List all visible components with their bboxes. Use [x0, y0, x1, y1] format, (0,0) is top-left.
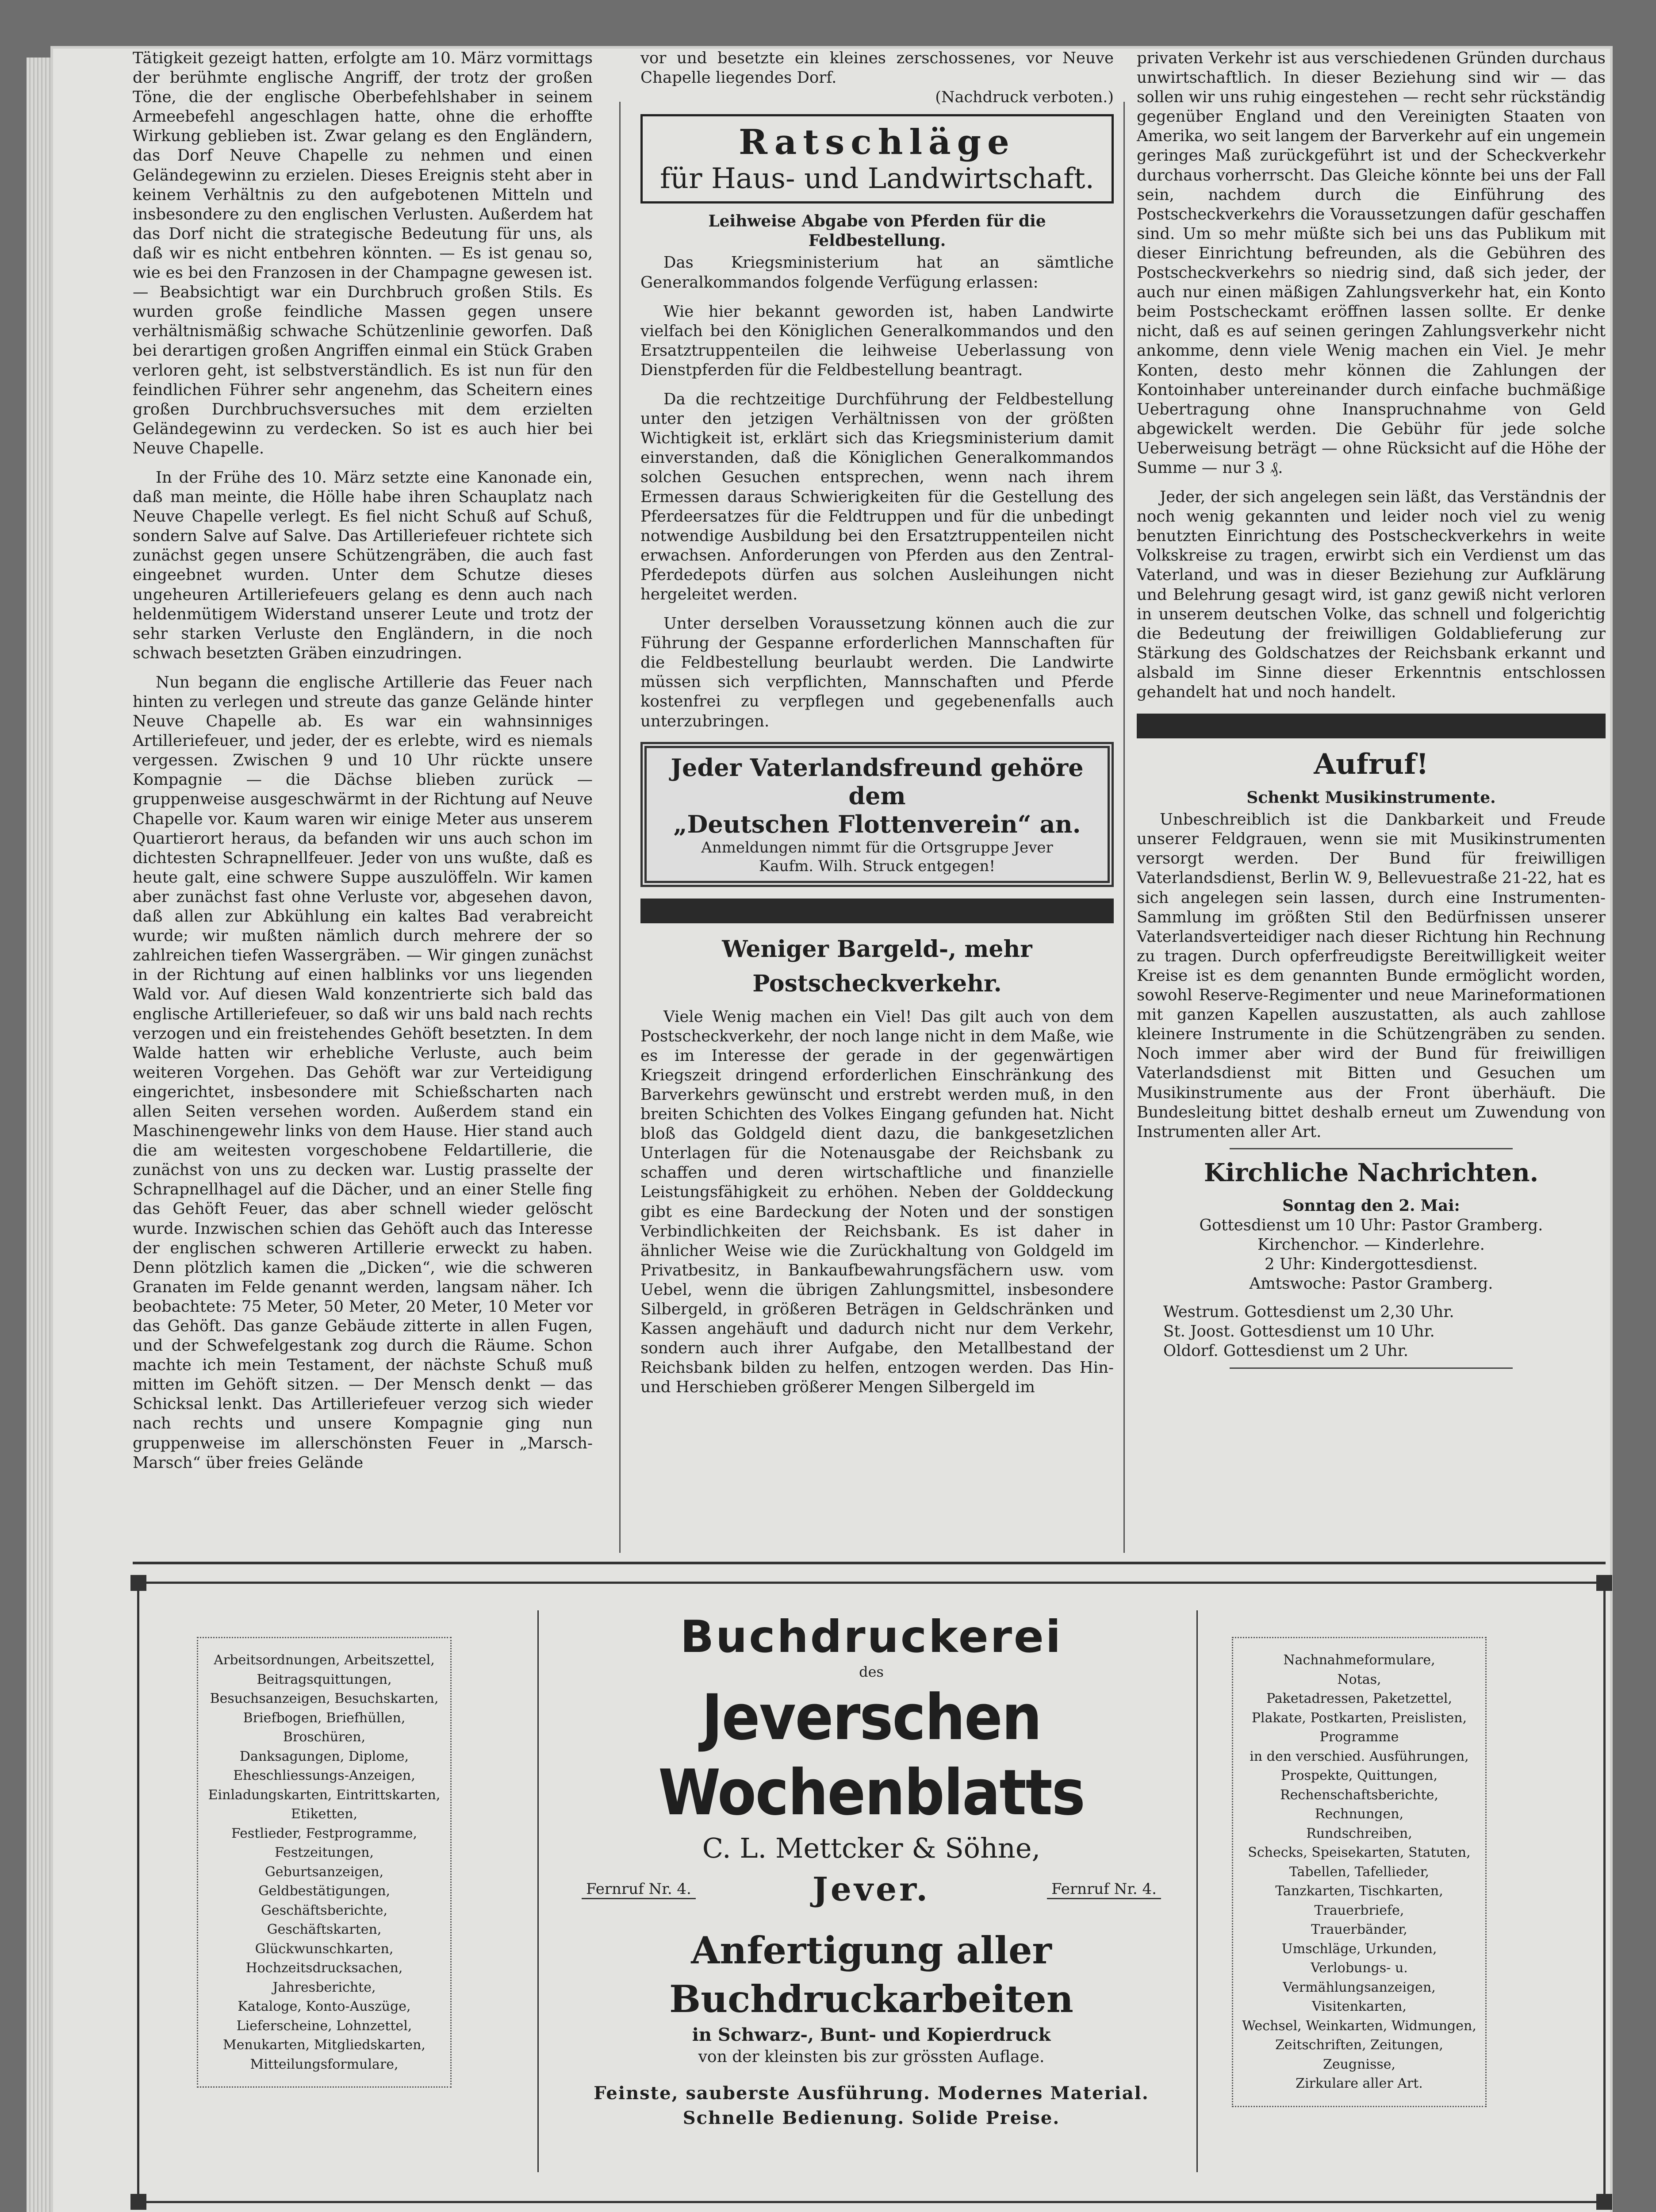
right-product-list: [1232, 1637, 1487, 2107]
col2-paragraph: Viele Wenig machen ein Viel! Das gilt auch von dem Postscheckverkehr, der noch lange nicht in dem Maße, wie es im Interesse der gerade in der gegenwärtigen Kriegszeit dringend erforderlichen Einschränkung des Barverkehrs gewünscht und erstrebt werden muß, in den breiten Schichten des Volkes Eingang gefunden hat. Nicht bloß das Goldgeld dient dazu, die bankgesetzlichen Unterlagen für die Notenausgabe der Reichsbank zu schaffen und deren wirtschaftliche und finanzielle Leistungsfähigkeit zu erhöhen. Neben der Golddeckung gibt es eine Bardeckung der Noten und der sonstigen Verbindlichkeiten der Reichsbank. Es ist daher in ähnlicher Weise wie die Zurückhaltung von Goldgeld im Privatbesitz, in Bankaufbewahrungsfächern usw. vom Uebel, wenn die übrigen Zahlungsmittel, insbesondere Silbergeld, in größeren Beträgen in Geldschränken und Kassen angehäuft und dadurch nicht nur dem Verkehr, sondern auch ihrer Aufgabe, den Metallbestand der Reichsbank bilden zu helfen, entzogen werden. Das Hin- und Herschieben größerer Mengen Silbergeld im: [640, 1007, 1114, 1397]
kirch-line: Kirchenchor. — Kinderlehre.: [1257, 1235, 1485, 1254]
rule: [1230, 1367, 1513, 1369]
product-list-item: Tabellen, Tafellieder,: [1289, 1864, 1430, 1880]
black-separator-bar: [1137, 714, 1606, 738]
flottenverein-ad: [640, 742, 1114, 887]
product-list-item: Zirkulare aller Art.: [1296, 2076, 1423, 2091]
col2-paragraph: Das Kriegsministerium hat an sämtliche Generalkommandos folgende Verfügung erlassen:: [640, 253, 1114, 292]
ad-title: Buchdruckerei: [680, 1611, 1063, 1663]
product-list-item: Plakate, Postkarten, Preislisten,: [1251, 1710, 1467, 1726]
ad-anfertigung: Anfertigung aller Buchdruckarbeiten: [669, 1928, 1073, 2021]
product-list-item: Geschäftsberichte, Geschäftskarten,: [261, 1902, 388, 1937]
column-1: [133, 49, 593, 1473]
product-list-item: in den verschied. Ausführungen,: [1250, 1748, 1469, 1764]
ad-divider: [537, 1610, 539, 2172]
product-list-item: Programme: [1319, 1729, 1399, 1745]
ad-center: [555, 1610, 1188, 2131]
product-list-item: Paketadressen, Paketzettel,: [1266, 1691, 1453, 1706]
aufruf-subtitle: Schenkt Musikinstrumente.: [1246, 788, 1496, 807]
ad-line: von der kleinsten bis zur grössten Auflage.: [698, 2048, 1045, 2066]
kirch-line: Gottesdienst um 10 Uhr: Pastor Gramberg.: [1199, 1216, 1543, 1234]
column-divider: [619, 102, 621, 1553]
product-list-item: Menukarten, Mitgliedskarten,: [223, 2037, 426, 2053]
product-list-item: Briefbogen, Briefhüllen,: [243, 1710, 406, 1726]
product-list-item: Notas,: [1337, 1671, 1381, 1687]
product-list-item: Trauerbänder,: [1311, 1922, 1407, 1937]
aufruf-title: Aufruf!: [1314, 748, 1429, 781]
article-subhead: Leihweise Abgabe von Pferden für die Feldbestellung.: [708, 212, 1046, 250]
kirch-line: Amtswoche: Pastor Gramberg.: [1249, 1275, 1493, 1293]
product-list-item: Rundschreiben,: [1306, 1825, 1412, 1841]
product-list-item: Trauerbriefe,: [1314, 1902, 1404, 1918]
flotten-line: Kaufm. Wilh. Struck entgegen!: [759, 857, 996, 875]
corner-ornament: [130, 2194, 146, 2210]
product-list-item: Zeitschriften, Zeitungen,: [1275, 2037, 1443, 2053]
product-list-item: Hochzeitsdrucksachen,: [245, 1960, 403, 1976]
product-list-item: Danksagungen, Diplome,: [239, 1748, 409, 1764]
corner-ornament: [1596, 2194, 1612, 2210]
kirch-date: Sonntag den 2. Mai:: [1282, 1196, 1460, 1215]
section-title: Ratschläge: [739, 122, 1016, 163]
corner-ornament: [1596, 1575, 1612, 1591]
flotten-line: Jeder Vaterlandsfreund gehöre dem: [671, 753, 1084, 810]
article-title: Weniger Bargeld-, mehr Postscheckverkehr.: [722, 935, 1032, 997]
col1-paragraph: Tätigkeit gezeigt hatten, erfolgte am 10. März vormittags der berühmte englische Angriff, der trotz der großen Töne, die der englische Oberbefehlshaber in seinem Armeebefehl angeschlagen hatte, ohne die erhoffte Wirkung geblieben ist. Zwar gelang es den Engländern, das Dorf Neuve Chapelle zu nehmen und einen Geländegewinn zu erzielen. Dieses Ereignis steht aber in keinem Verhältnis zu den aufgebotenen Mitteln und insbesondere zu den englischen Verlusten. Außerdem hat das Dorf nicht die strategische Bedeutung für uns, als daß wir es nicht entbehren könnten. — Es ist genau so, wie es bei den Franzosen in der Champagne gewesen ist. — Beabsichtigt war ein Durchbruch großen Stils. Es wurden große feindliche Massen gegen unsere verhältnismäßig schwache Schützenlinie geworfen. Daß bei derartigen großen Angriffen einmal ein Stück Graben verloren geht, ist selbstverständlich. Es ist nun für den feindlichen Führer sehr angenehm, das Scheitern eines großen Durchbruchsversuches mit dem erzielten Geländegewinn zu verdecken. So ist es auch hier bei Neuve Chapelle.: [133, 49, 593, 457]
product-list-item: Beitragsquittungen,: [257, 1671, 392, 1687]
rule: [1230, 1148, 1513, 1149]
product-list-item: Festzeitungen,: [274, 1845, 374, 1860]
ad-firm: C. L. Mettcker & Söhne,: [702, 1832, 1041, 1864]
col2-paragraph: Wie hier bekannt geworden ist, haben Landwirte vielfach bei den Königlichen Generalkommandos und den Ersatztruppenteilen die leihweise Ueberlassung von Dienstpferden für die Feldbestellung beantragt.: [640, 302, 1114, 379]
col3-paragraph: privaten Verkehr ist aus verschiedenen Gründen durchaus unwirtschaftlich. In dieser Beziehung sind wir — das sollen wir uns ruhig eingestehen — recht sehr rückständig gegenüber England und den Vereinigten Staaten von Amerika, wo seit langem der Barverkehr auf ein ungemein geringes Maß zurückgeführt ist und der Scheckverkehr durchaus vorherrscht. Das Gleiche könnte bei uns der Fall sein, nachdem durch die Einführung des Postscheckverkehrs die Voraussetzungen dafür geschaffen sind. Um so mehr müßte sich bei uns das Publikum mit dieser Einrichtung befreunden, als die Gebühren des Postscheckverkehrs so niedrig sind, daß sich jeder, der auch nur einen mäßigen Zahlungsverkehr hat, ein Konto beim Postscheckamt eröffnen lassen sollte. Er denke nicht, daß es auf seinen geringen Zahlungsverkehr nicht ankomme, denn viele Wenig machen ein Viel. Je mehr Konten, desto mehr können die Zahlungen der Kontoinhaber untereinander durch einfache buchmäßige Uebertragung ohne Inanspruchnahme von Geld abgewickelt werden. Die Gebühr für jede solche Ueberweisung beträgt — ohne Rücksicht auf die Höhe der Summe — nur 3 ₰.: [1137, 49, 1606, 477]
product-list-item: Nachnahmeformulare,: [1283, 1652, 1435, 1668]
kirch-other: [1163, 1302, 1606, 1361]
product-list-item: Glückwunschkarten,: [255, 1941, 394, 1957]
product-list-item: Geldbestätigungen,: [258, 1883, 391, 1899]
column-3: [1137, 49, 1606, 1375]
product-list-item: Arbeitsordnungen, Arbeitszettel,: [214, 1652, 435, 1668]
product-list-item: Schecks, Speisekarten, Statuten,: [1248, 1845, 1471, 1860]
col2-intro: vor und besetzte ein kleines zerschossenes, vor Neuve Chapelle liegendes Dorf.: [640, 49, 1114, 87]
ad-paper-name: Jeverschen Wochenblatts: [658, 1681, 1085, 1829]
flotten-line: „Deutschen Flottenverein“ an.: [673, 810, 1081, 838]
product-list-item: Zeugnisse,: [1322, 2056, 1396, 2072]
ad-line: Schnelle Bedienung. Solide Preise.: [682, 2108, 1060, 2128]
product-list-item: Visitenkarten,: [1312, 1999, 1407, 2014]
fernruf-left: Fernruf Nr. 4.: [582, 1880, 696, 1899]
product-list-item: Jahresberichte,: [272, 1979, 376, 1995]
product-list-item: Prospekte, Quittungen,: [1280, 1768, 1438, 1783]
flotten-line: Anmeldungen nimmt für die Ortsgruppe Jever: [701, 838, 1053, 856]
product-list-item: Rechenschaftsberichte, Rechnungen,: [1280, 1787, 1438, 1822]
col1-paragraph: Nun begann die englische Artillerie das Feuer nach hinten zu verlegen und streute das ganze Gelände hinter Neuve Chapelle ab. Es war ein wahnsinniges Artilleriefeuer, und jeder, der es erlebte, wird es niemals vergessen. Zwischen 9 und 10 Uhr rückte unsere Kompagnie — die Dächse blieben zurück — gruppenweise ausgeschwärmt in der Richtung auf Neuve Chapelle vor. Kaum waren wir einige Meter aus unserem Quartierort heraus, da befanden wir uns auch schon im dichtesten Schrapnellfeuer. Jeder von uns wußte, daß es heute galt, eine schwere Suppe auszulöffeln. Wir kamen aber zunächst fast ohne Verluste vor, abgesehen davon, daß allen zur Abkühlung ein kaltes Bad verabreicht wurde; wir mußten nämlich durch mehrere der so zahlreichen tiefen Wassergräben. — Wir gingen zunächst in der Richtung auf einen halblinks vor uns liegenden Wald vor. Auf diesen Wald konzentrierte sich bald das englische Artilleriefeuer, so daß wir uns bald nach rechts verzogen und ein freistehendes Gehöft besetzten. In dem Walde hatten wir erhebliche Verluste, auch beim weiteren Vorgehen. Das Gehöft war zur Verteidigung eingerichtet, insbesondere mit Schießscharten nach allen Seiten versehen worden. Außerdem stand ein Maschinengewehr links von dem Hause. Hier stand auch die am weitesten vorgeschobene Feldartillerie, die zunächst von uns zu decken war. Lustig prasselte der Schrapnellhagel auf die Dächer, und an einer Stelle fing das Gehöft Feuer, das aber schnell wieder gelöscht wurde. Inzwischen schien das Gehöft auch das Interesse der englischen schweren Artillerie erweckt zu haben. Denn plötzlich kamen die „Dicken“, wie die schweren Granaten im Felde genannt werden, langsam näher. Ich beobachtete: 75 Meter, 50 Meter, 20 Meter, 10 Meter vor das Gehöft. Das ganze Gebäude zitterte in allen Fugen, und der Schwefelgestank zog durch die Räume. Schon machte ich mein Testament, der nächste Schuß muß mitten im Gehöft sitzen. — Der Mensch denkt — das Schicksal lenkt. Das Artilleriefeuer verzog sich wieder nach rechts und unsere Kompagnie ging nun gruppenweise im allerschönsten Feuer in „Marsch-Marsch“ über freies Gelände: [133, 673, 593, 1472]
product-list-item: Kataloge, Konto-Auszüge,: [238, 1999, 411, 2014]
left-product-list: [197, 1637, 452, 2088]
print-shop-ad: [137, 1582, 1606, 2203]
ad-contact-row: [582, 1870, 1161, 1909]
corner-ornament: [130, 1575, 146, 1591]
column-2: [640, 49, 1114, 1398]
reprint-note: (Nachdruck verboten.): [935, 88, 1114, 107]
ad-top-rule: [133, 1562, 1606, 1564]
kirch-other-line: St. Joost. Gottesdienst um 10 Uhr.: [1163, 1322, 1435, 1341]
col1-paragraph: In der Frühe des 10. März setzte eine Kanonade ein, daß man meinte, die Hölle habe ihren Schauplatz nach Neuve Chapelle verlegt. Es fiel nicht Schuß auf Schuß, sondern Salve auf Salve. Das Artilleriefeuer richtete sich zunächst gegen unsere Schützengräben, die auch fast eingeebnet wurden. Unter dem Schutze dieses ungeheuren Artilleriefeuers gelang es denn auch nach heldenmütigem Widerstand unserer Leute und trotz der sehr starken Verluste den Engländern, in die noch schwach besetzten Gräben einzudringen.: [133, 468, 593, 662]
ad-des: des: [859, 1663, 884, 1680]
ad-divider: [1196, 1610, 1198, 2172]
col2-paragraph: Da die rechtzeitige Durchführung der Feldbestellung unter den jetzigen Verhältnissen von der größten Wichtigkeit ist, erklärt sich das Kriegsministerium damit einverstanden, daß die Königlichen Generalkommandos solchen Gesuchen entsprechen, wenn nach ihrem Ermessen daraus Schwierigkeiten für die Gestellung des Pferdeersatzes für die Feldtruppen und für die unbedingt notwendige Ausbildung bei den Ersatztruppenteilen nicht erwachsen. Anforderungen von Pferden aus den Zentral-Pferdedepots dürfen aus solchen Ausleihungen nicht hergeleitet werden.: [640, 390, 1114, 603]
product-list-item: Besuchsanzeigen, Besuchskarten,: [210, 1691, 439, 1706]
product-list-item: Festlieder, Festprogramme,: [231, 1825, 417, 1841]
column-divider: [1123, 102, 1125, 1553]
kirch-other-line: Oldorf. Gottesdienst um 2 Uhr.: [1163, 1342, 1408, 1360]
section-subtitle: für Haus- und Landwirtschaft.: [660, 162, 1094, 196]
col3-paragraph: Unbeschreiblich ist die Dankbarkeit und Freude unserer Feldgrauen, wenn sie mit Musikinstrumenten versorgt werden. Der Bund für freiwilligen Vaterlandsdienst, Berlin W. 9, Bellevuestraße 21-22, hat es sich angelegen sein lassen, durch eine Instrumenten-Sammlung im größten Stil den Bedürfnissen unserer Vaterlandsverteidiger nach dieser Richtung hin Rechnung zu tragen. Durch opferfreudigste Bereitwilligkeit weiter Kreise ist es dem genannten Bunde ermöglicht worden, sowohl Reserve-Regimenter und neue Marineformationen mit ganzen Kapellen auszustatten, als auch zahllose kleinere Instrumente in die Schützengräben zu senden. Noch immer aber wird der Bund für freiwilligen Vaterlandsdienst mit Bitten und Gesuchen um Musikinstrumente aus der Front überhäuft. Die Bundesleitung bittet deshalb erneut um Zuwendung von Instrumenten aller Art.: [1137, 810, 1606, 1141]
product-list-item: Broschüren,: [283, 1729, 366, 1745]
product-list-item: Mitteilungsformulare,: [250, 2056, 399, 2072]
product-list-item: Etiketten,: [291, 1806, 358, 1822]
col2-paragraph: Unter derselben Voraussetzung können auch die zur Führung der Gespanne erforderlichen Mannschaften für die Feldbestellung beurlaubt werden. Die Landwirte müssen sich verpflichten, Mannschaften und Pferde kostenfrei zu verpflegen und gegebenenfalls auch unterzubringen.: [640, 614, 1114, 730]
product-list-item: Verlobungs- u. Vermählungsanzeigen,: [1283, 1960, 1436, 1995]
product-list-item: Wechsel, Weinkarten, Widmungen,: [1242, 2018, 1476, 2034]
product-list-item: Eheschliessungs-Anzeigen,: [233, 1768, 415, 1783]
product-list-item: Einladungskarten, Eintrittskarten,: [208, 1787, 441, 1803]
ad-line: Feinste, sauberste Ausführung. Modernes Material.: [594, 2083, 1149, 2104]
product-list-item: Geburtsanzeigen,: [264, 1864, 384, 1880]
kirch-other-line: Westrum. Gottesdienst um 2,30 Uhr.: [1163, 1303, 1454, 1321]
col3-paragraph: Jeder, der sich angelegen sein läßt, das Verständnis der noch wenig gekannten und leider noch viel zu wenig benutzten Einrichtung des Postscheckverkehrs in weite Volkskreise zu tragen, erwirbt sich ein Verdienst um das Vaterland, und was in dieser Beziehung zur Aufklärung und Belehrung gesagt wird, ist ganz gewiß nicht verloren in unserem deutschen Volke, das schnell und folgerichtig die Bedeutung der freiwilligen Goldablieferung zur Stärkung des Goldschatzes der Reichsbank erkannt und alsbald im Sinne dieser Erkenntnis entschlossen gehandelt hat und noch handelt.: [1137, 488, 1606, 701]
kirch-line: 2 Uhr: Kindergottesdienst.: [1265, 1255, 1478, 1274]
product-list-item: Lieferscheine, Lohnzettel,: [236, 2018, 412, 2034]
ad-city: Jever.: [812, 1870, 931, 1909]
product-list-item: Umschläge, Urkunden,: [1281, 1941, 1437, 1957]
section-header-box: [640, 114, 1114, 204]
kirch-title: Kirchliche Nachrichten.: [1204, 1158, 1539, 1187]
ad-line: in Schwarz-, Bunt- und Kopierdruck: [692, 2024, 1051, 2045]
fernruf-right: Fernruf Nr. 4.: [1047, 1880, 1161, 1899]
product-list-item: Tanzkarten, Tischkarten,: [1275, 1883, 1443, 1899]
black-separator-bar: [640, 899, 1114, 923]
